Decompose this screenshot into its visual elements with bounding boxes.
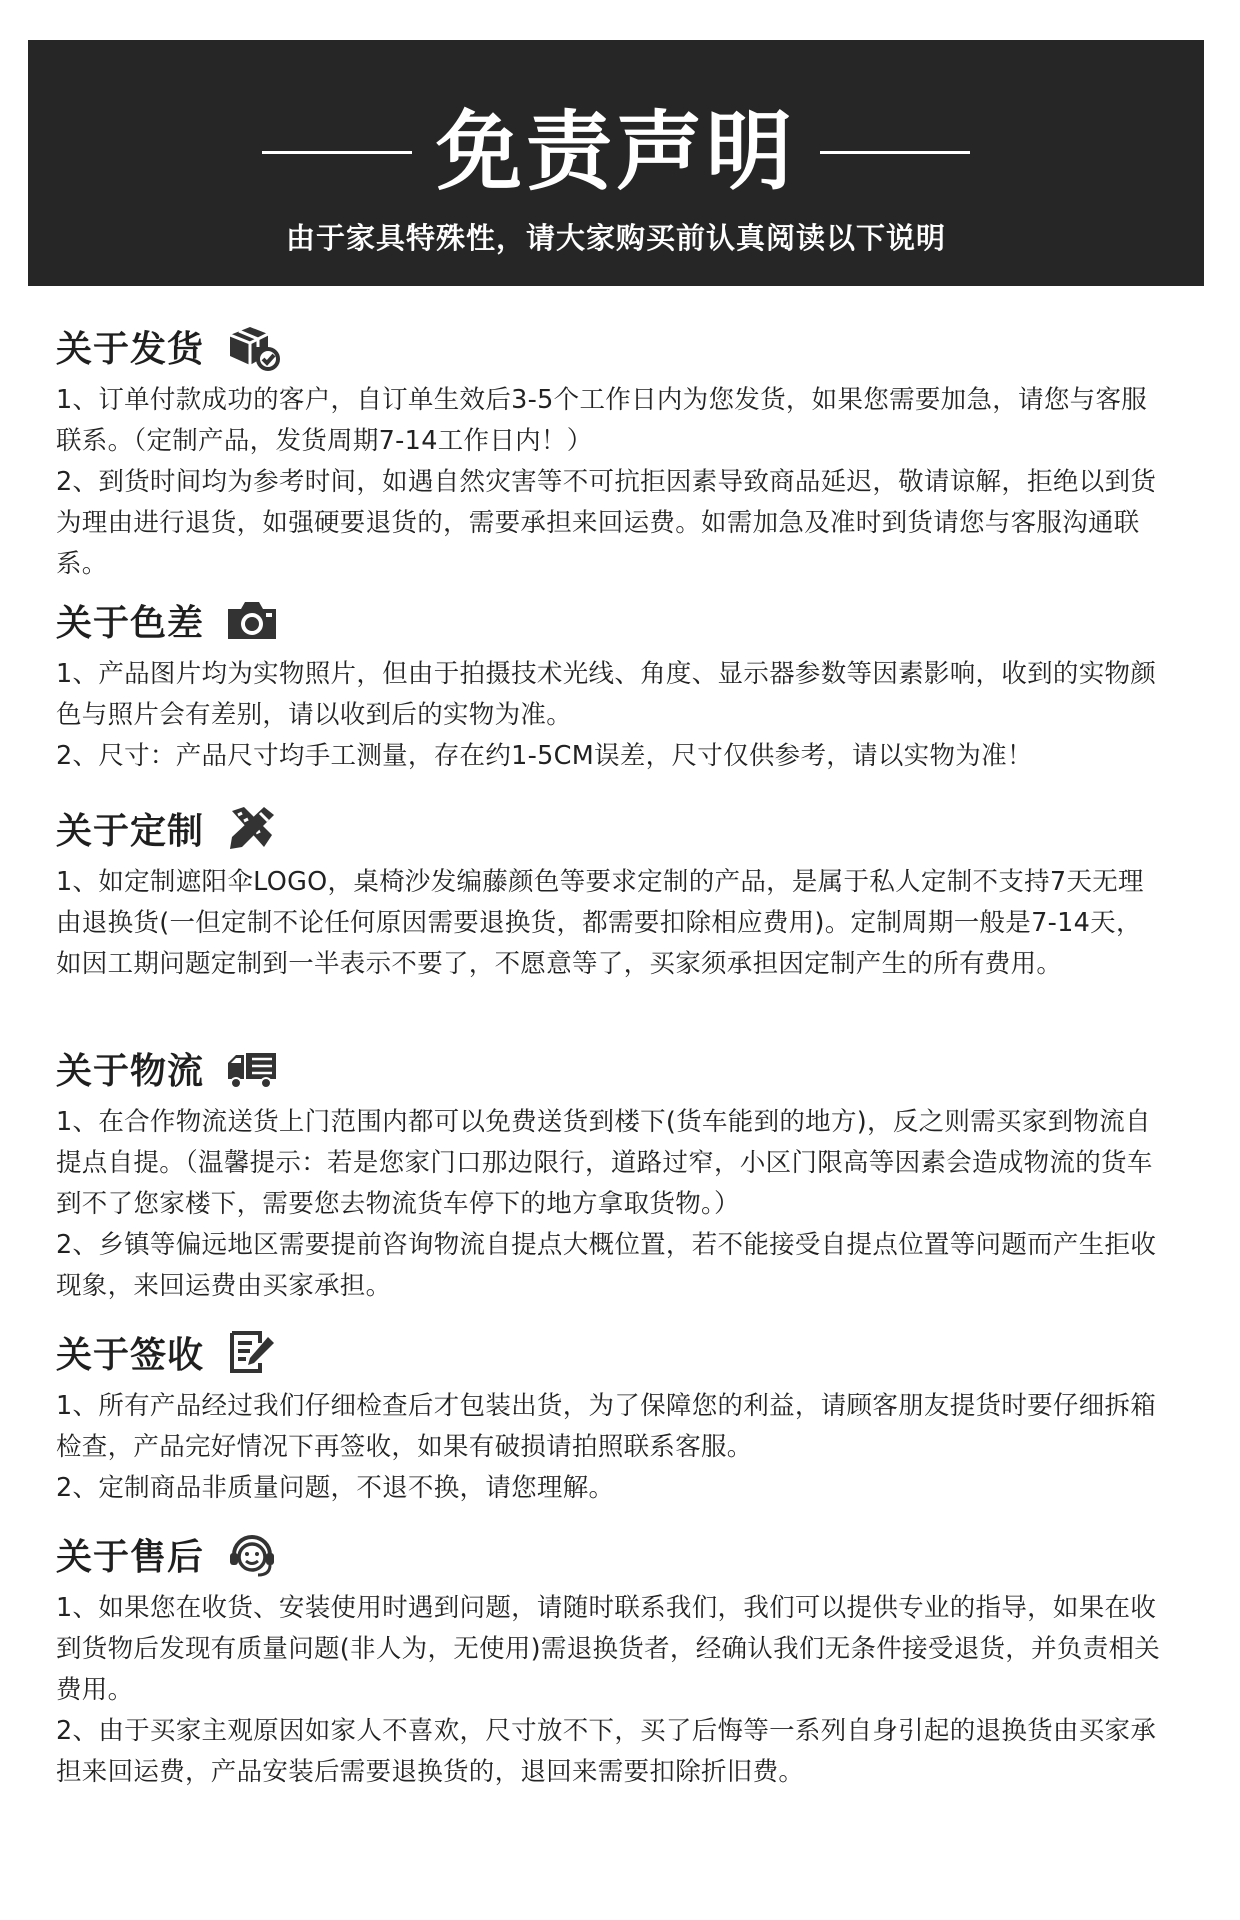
paragraph: 2、尺寸：产品尺寸均手工测量，存在约1-5CM误差，尺寸仅供参考，请以实物为准！ — [56, 741, 1033, 771]
paragraph: 1、如果您在收货、安装使用时遇到问题，请随时联系我们，我们可以提供专业的指导，如果在收到货物后发现有质量问题(非人为，无使用)需退换货者，经确认我们无条件接受退货，并负责相关费用。 — [56, 1593, 1161, 1705]
section-body — [56, 862, 1166, 985]
section-header — [56, 1526, 1166, 1582]
paragraph: 2、定制商品非质量问题，不退不换，请您理解。 — [56, 1473, 615, 1503]
section-body — [56, 380, 1166, 585]
pencil-ruler-icon — [224, 803, 280, 853]
banner-left-line — [262, 151, 412, 154]
paragraph: 2、由于买家主观原因如家人不喜欢，尺寸放不下，买了后悔等一系列自身引起的退换货由买家承担来回运费，产品安装后需要退换货的，退回来需要扣除折旧费。 — [56, 1716, 1157, 1787]
banner-subtitle: 由于家具特殊性，请大家购买前认真阅读以下说明 — [285, 221, 946, 255]
headset-icon — [224, 1529, 280, 1579]
section-body — [56, 1588, 1166, 1793]
section-body — [56, 1386, 1166, 1509]
section-header — [56, 1324, 1166, 1380]
section-title: 关于色差 — [56, 602, 205, 644]
signature-doc-icon — [224, 1327, 280, 1377]
paragraph: 1、产品图片均为实物照片，但由于拍摄技术光线、角度、显示器参数等因素影响，收到的实物颜色与照片会有差别，请以收到后的实物为准。 — [56, 659, 1157, 730]
paragraph: 2、乡镇等偏远地区需要提前咨询物流自提点大概位置，若不能接受自提点位置等问题而产生拒收现象，来回运费由买家承担。 — [56, 1230, 1157, 1301]
section-body — [56, 1102, 1166, 1307]
section-title: 关于定制 — [56, 810, 205, 852]
section-title: 关于签收 — [56, 1334, 205, 1376]
paragraph: 1、订单付款成功的客户，自订单生效后3-5个工作日内为您发货，如果您需要加急，请您与客服联系。（定制产品，发货周期7-14工作日内！） — [56, 385, 1148, 456]
section-logistics — [56, 1040, 1166, 1307]
banner-title-row — [28, 102, 1204, 202]
section-header — [56, 1040, 1166, 1096]
camera-icon — [224, 595, 280, 645]
paragraph: 1、如定制遮阳伞LOGO，桌椅沙发编藤颜色等要求定制的产品，是属于私人定制不支持7天无理由退换货(一但定制不论任何原因需要退换货，都需要扣除相应费用)。定制周期一般是7-14天，如因工期问题定制到一半表示不要了，不愿意等了，买家须承担因定制产生的所有费用。 — [56, 867, 1144, 979]
section-title: 关于物流 — [56, 1050, 205, 1092]
paragraph: 1、所有产品经过我们仔细检查后才包装出货，为了保障您的利益，请顾客朋友提货时要仔细拆箱检查，产品完好情况下再签收，如果有破损请拍照联系客服。 — [56, 1391, 1157, 1462]
section-signing — [56, 1324, 1166, 1509]
banner-right-line — [820, 151, 970, 154]
paragraph: 1、在合作物流送货上门范围内都可以免费送货到楼下(货车能到的地方)，反之则需买家到物流自提点自提。（温馨提示：若是您家门口那边限行，道路过窄，小区门限高等因素会造成物流的货车到不了您家楼下，需要您去物流货车停下的地方拿取货物。） — [56, 1107, 1153, 1219]
section-customization — [56, 800, 1166, 985]
section-title: 关于发货 — [56, 328, 205, 370]
banner-title: 免责声明 — [436, 102, 796, 202]
section-shipping — [56, 318, 1166, 585]
section-after-sales — [56, 1526, 1166, 1793]
truck-icon — [224, 1043, 280, 1093]
paragraph: 2、到货时间均为参考时间，如遇自然灾害等不可抗拒因素导致商品延迟，敬请谅解，拒绝以到货为理由进行退货，如强硬要退货的，需要承担来回运费。如需加急及准时到货请您与客服沟通联系。 — [56, 467, 1157, 579]
section-body — [56, 654, 1166, 777]
disclaimer-banner — [28, 40, 1204, 286]
section-color-difference — [56, 592, 1166, 777]
section-header — [56, 318, 1166, 374]
section-header — [56, 800, 1166, 856]
section-title: 关于售后 — [56, 1536, 205, 1578]
package-icon — [224, 321, 280, 371]
section-header — [56, 592, 1166, 648]
